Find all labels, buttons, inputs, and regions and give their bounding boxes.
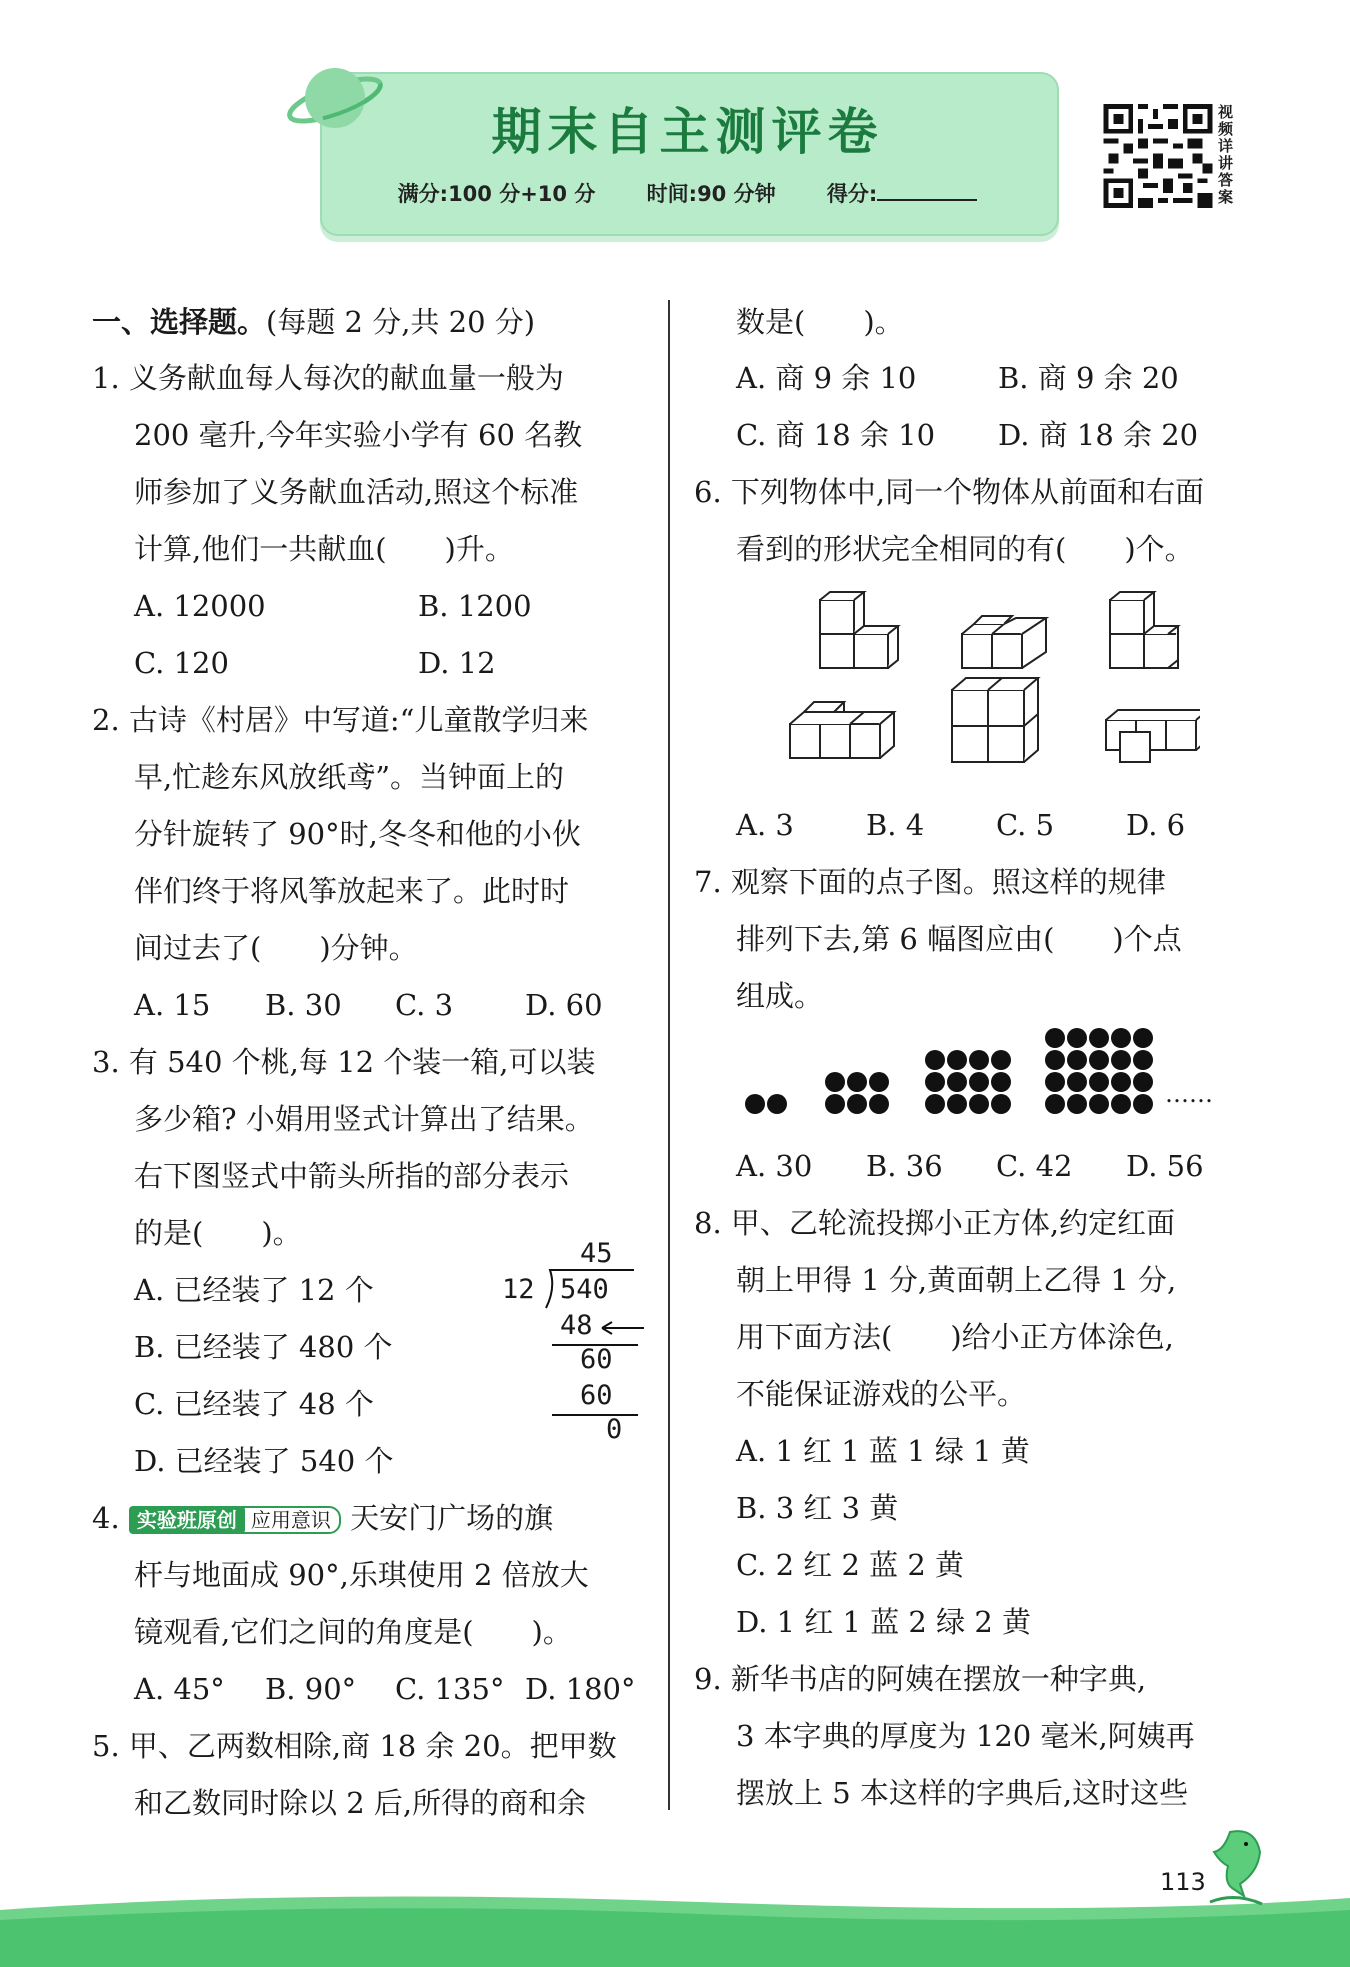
q3-option-c[interactable]: C. 已经装了 48 个 xyxy=(134,1387,374,1421)
column-divider xyxy=(668,300,670,1810)
q2-option-d[interactable]: D. 60 xyxy=(525,988,603,1022)
q6-option-a[interactable]: A. 3 xyxy=(736,808,794,842)
division-divisor: 12 xyxy=(502,1274,535,1305)
q3-option-a[interactable]: A. 已经装了 12 个 xyxy=(134,1273,374,1307)
dot-fig4 xyxy=(1045,1094,1065,1114)
q5-option-c[interactable]: C. 商 18 余 10 xyxy=(736,418,936,452)
dot-fig4 xyxy=(1111,1050,1131,1070)
dot-fig4 xyxy=(1133,1094,1153,1114)
dot-fig4 xyxy=(1133,1072,1153,1092)
badge-original: 实验班原创 xyxy=(129,1506,245,1534)
dot-fig2 xyxy=(825,1072,845,1092)
q2-option-a[interactable]: A. 15 xyxy=(134,988,211,1022)
q6-option-d[interactable]: D. 6 xyxy=(1126,808,1186,842)
q1-option-b[interactable]: B. 1200 xyxy=(418,589,532,623)
question-3: 3. 有 540 个桃,每 12 个装一箱,可以装 多少箱? 小娟用竖式计算出了结果。 右下图竖式中箭头所指的部分表示 的是( )。 xyxy=(92,1045,596,1250)
dot-fig4 xyxy=(1089,1072,1109,1092)
q4-option-d[interactable]: D. 180° xyxy=(525,1672,636,1706)
question-7: 7. 观察下面的点子图。照这样的规律 排列下去,第 6 幅图应由( )个点 组成。 xyxy=(694,865,1182,1013)
dot-fig4 xyxy=(1133,1028,1153,1048)
dot-fig4 xyxy=(1067,1028,1087,1048)
dot-fig4 xyxy=(1111,1072,1131,1092)
q1-option-d[interactable]: D. 12 xyxy=(418,646,496,680)
q7-option-b[interactable]: B. 36 xyxy=(866,1149,943,1183)
arrow-left-icon xyxy=(596,1316,646,1340)
question-5: 5. 甲、乙两数相除,商 18 余 20。把甲数 和乙数同时除以 2 后,所得的商和余 xyxy=(92,1729,617,1820)
q3-option-d[interactable]: D. 已经装了 540 个 xyxy=(134,1444,394,1478)
full-score: 满分:100 分+10 分 xyxy=(397,182,596,206)
q4-option-c[interactable]: C. 135° xyxy=(395,1672,505,1706)
question-8: 8. 甲、乙轮流投掷小正方体,约定红面 朝上甲得 1 分,黄面朝上乙得 1 分, 用下面方法( )给小正方体涂色, 不能保证游戏的公平。 xyxy=(694,1206,1177,1411)
qr-code-icon[interactable] xyxy=(1103,104,1213,208)
dolphin-icon xyxy=(1200,1822,1270,1912)
q8-option-c[interactable]: C. 2 红 2 蓝 2 黄 xyxy=(736,1548,965,1582)
dot-fig2 xyxy=(869,1072,889,1092)
badge-application: 应用意识 xyxy=(241,1506,341,1534)
dot-fig4 xyxy=(1089,1028,1109,1048)
q7-option-a[interactable]: A. 30 xyxy=(736,1149,813,1183)
page-title: 期末自主测评卷 xyxy=(491,103,884,161)
dot-fig3 xyxy=(925,1094,945,1114)
q2-option-b[interactable]: B. 30 xyxy=(265,988,342,1022)
dot-fig2 xyxy=(847,1094,867,1114)
dot-fig4 xyxy=(1067,1072,1087,1092)
header-info xyxy=(320,178,1055,208)
dot-fig3 xyxy=(947,1050,967,1070)
q2-option-c[interactable]: C. 3 xyxy=(395,988,454,1022)
dot-fig3 xyxy=(991,1072,1011,1092)
q4-option-b[interactable]: B. 90° xyxy=(265,1672,357,1706)
division-quotient: 45 xyxy=(580,1238,613,1269)
q1-option-c[interactable]: C. 120 xyxy=(134,646,229,680)
score-field: 得分: xyxy=(827,182,977,206)
dot-fig2 xyxy=(869,1094,889,1114)
dot-fig2 xyxy=(847,1072,867,1092)
q8-option-a[interactable]: A. 1 红 1 蓝 1 绿 1 黄 xyxy=(736,1434,1030,1468)
dot-fig2 xyxy=(825,1094,845,1114)
dot-fig4 xyxy=(1045,1072,1065,1092)
dot-ellipsis: …… xyxy=(1165,1080,1213,1108)
division-step1: 48 xyxy=(560,1310,593,1341)
question-5-cont: 数是( )。 xyxy=(736,305,904,339)
time-limit: 时间:90 分钟 xyxy=(646,182,776,206)
dot-fig4 xyxy=(1089,1050,1109,1070)
dot-fig4 xyxy=(1067,1050,1087,1070)
cube-figure-1 xyxy=(820,592,898,668)
cube-figures xyxy=(780,590,1200,790)
q7-option-c[interactable]: C. 42 xyxy=(996,1149,1073,1183)
dot-fig1 xyxy=(767,1094,787,1114)
question-6: 6. 下列物体中,同一个物体从前面和右面 看到的形状完全相同的有( )个。 xyxy=(694,475,1205,566)
cube-figure-5 xyxy=(952,678,1038,762)
cube-figure-6 xyxy=(1106,710,1200,762)
dot-fig3 xyxy=(969,1094,989,1114)
dot-fig3 xyxy=(947,1072,967,1092)
dot-fig3 xyxy=(925,1072,945,1092)
dot-pattern xyxy=(745,1028,1165,1124)
division-rem1: 60 xyxy=(580,1344,613,1375)
qr-label: 视频详讲答案 xyxy=(1218,103,1234,206)
dot-fig3 xyxy=(969,1072,989,1092)
question-9: 9. 新华书店的阿姨在摆放一种字典, 3 本字典的厚度为 120 毫米,阿姨再 摆放上 5 本这样的字典后,这时这些 xyxy=(694,1662,1195,1810)
page-number: 113 xyxy=(1160,1868,1206,1896)
cube-figure-3 xyxy=(1110,592,1178,668)
long-division xyxy=(500,1238,640,1453)
q4-option-a[interactable]: A. 45° xyxy=(134,1672,225,1706)
question-4: 4. 实验班原创 应用意识 天安门广场的旗 杆与地面成 90°,乐琪使用 2 倍放大 镜观看,它们之间的角度是( )。 xyxy=(92,1501,589,1649)
q6-option-b[interactable]: B. 4 xyxy=(866,808,925,842)
dot-fig4 xyxy=(1089,1094,1109,1114)
question-2: 2. 古诗《村居》中写道:“儿童散学归来 早,忙趁东风放纸鸢”。当钟面上的 分针旋转了 90°时,冬冬和他的小伙 伴们终于将风筝放起来了。此时时 间过去了( )分钟。 xyxy=(92,703,589,965)
division-rem2: 0 xyxy=(606,1414,623,1445)
question-1: 1. 义务献血每人每次的献血量一般为 200 毫升,今年实验小学有 60 名教 师参加了义务献血活动,照这个标准 计算,他们一共献血( )升。 xyxy=(92,361,583,566)
q1-option-a[interactable]: A. 12000 xyxy=(134,589,266,623)
dot-fig4 xyxy=(1045,1050,1065,1070)
cube-figure-2 xyxy=(962,616,1046,668)
division-step2: 60 xyxy=(580,1380,613,1411)
dot-fig4 xyxy=(1133,1050,1153,1070)
q3-option-b[interactable]: B. 已经装了 480 个 xyxy=(134,1330,393,1364)
division-dividend: 540 xyxy=(560,1274,609,1305)
dot-fig1 xyxy=(745,1094,765,1114)
cube-figure-4 xyxy=(790,702,894,758)
dot-fig3 xyxy=(947,1094,967,1114)
q6-option-c[interactable]: C. 5 xyxy=(996,808,1055,842)
dot-fig3 xyxy=(969,1050,989,1070)
dot-fig3 xyxy=(991,1094,1011,1114)
dot-fig4 xyxy=(1111,1028,1131,1048)
q8-option-d[interactable]: D. 1 红 1 蓝 2 绿 2 黄 xyxy=(736,1605,1031,1639)
q5-option-b[interactable]: B. 商 9 余 20 xyxy=(998,361,1179,395)
q5-option-d[interactable]: D. 商 18 余 20 xyxy=(998,418,1199,452)
q7-option-d[interactable]: D. 56 xyxy=(1126,1149,1204,1183)
footer-band xyxy=(0,1880,1350,1967)
dot-fig3 xyxy=(925,1050,945,1070)
q8-option-b[interactable]: B. 3 红 3 黄 xyxy=(736,1491,899,1525)
section-heading: 一、选择题。(每题 2 分,共 20 分) xyxy=(92,305,536,339)
dot-fig3 xyxy=(991,1050,1011,1070)
dot-fig4 xyxy=(1067,1094,1087,1114)
dot-fig4 xyxy=(1111,1094,1131,1114)
dot-fig4 xyxy=(1045,1028,1065,1048)
q5-option-a[interactable]: A. 商 9 余 10 xyxy=(736,361,917,395)
